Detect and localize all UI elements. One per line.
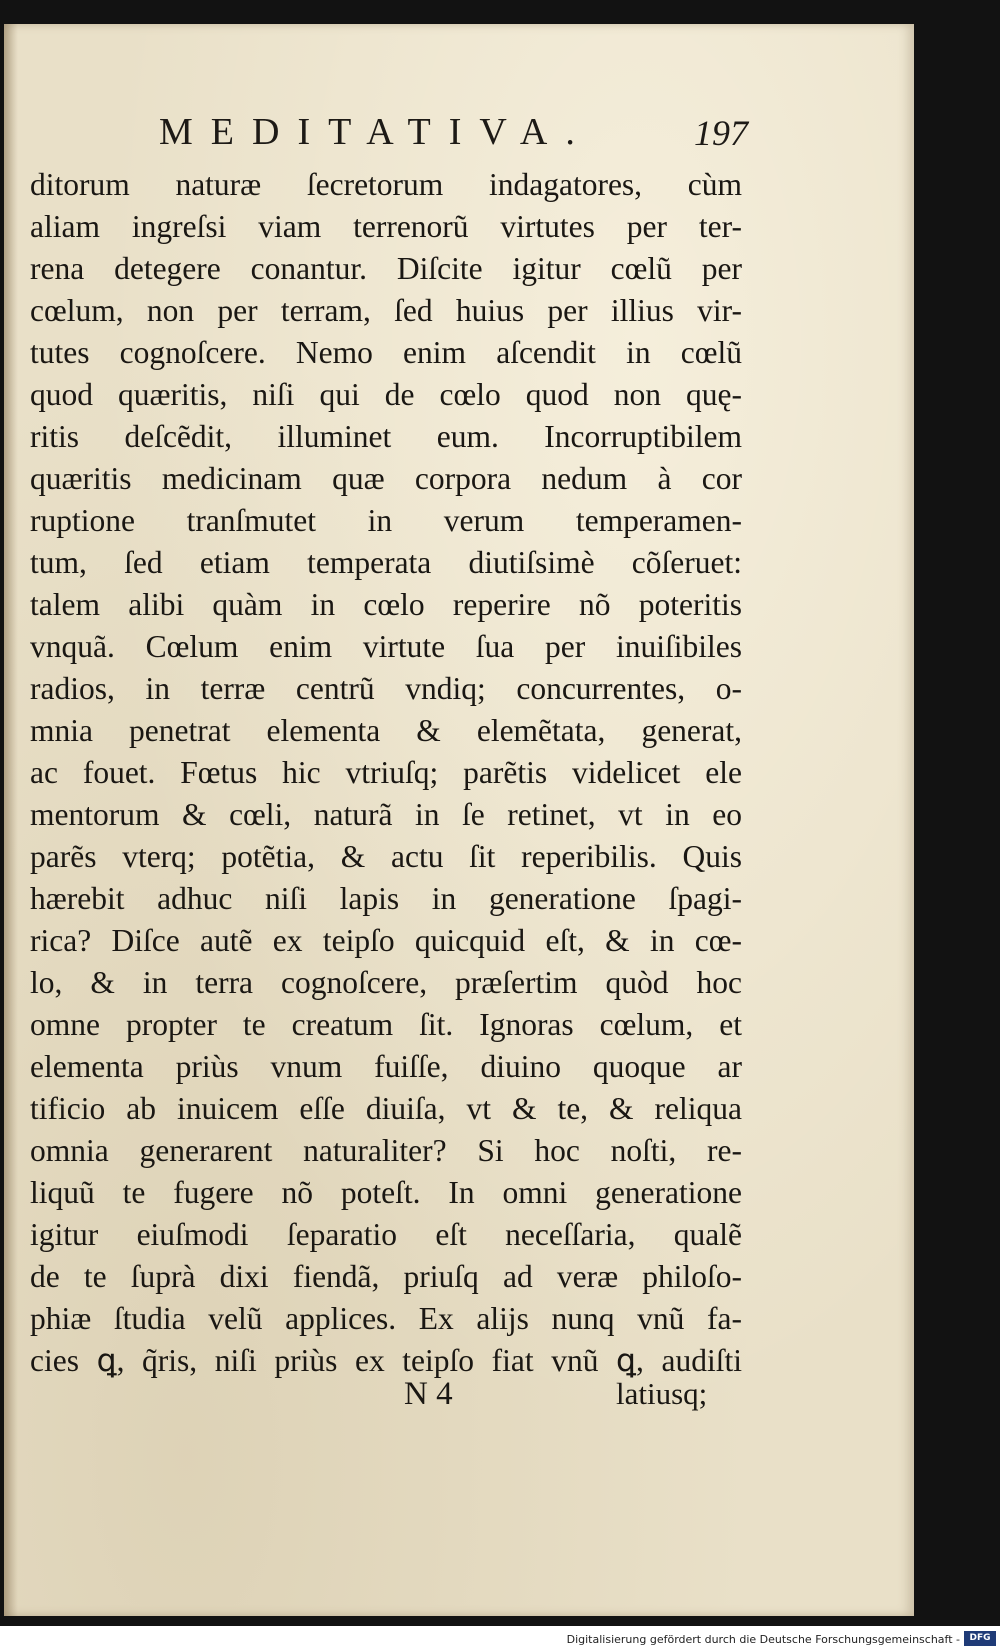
text-line: igitur eiuſmodi ſeparatio eſt neceſſaria, qualẽ [30, 1217, 742, 1252]
text-line: omnia generarent naturaliter? Si hoc noſti, re- [30, 1133, 742, 1168]
text-line: parẽs vterq; potẽtia, & actu ſit reperibilis. Quis [30, 839, 742, 874]
text-line: ritis deſcẽdit, illuminet eum. Incorruptibilem [30, 419, 742, 454]
running-head: MEDITATIVA. [159, 111, 593, 153]
text-line: cies ꝗ, q̃ris, niſi priùs ex teipſo fiat vnũ ꝗ, audiſti [30, 1343, 742, 1378]
text-line: hærebit adhuc niſi lapis in generatione ſpagi- [30, 881, 742, 916]
text-line: rena detegere conantur. Diſcite igitur cœlũ per [30, 251, 742, 286]
text-line: ditorum naturæ ſecretorum indagatores, cùm [30, 167, 742, 202]
text-line: mentorum & cœli, naturã in ſe retinet, vt in eo [30, 797, 742, 832]
text-line: tum, ſed etiam temperata diutiſsimè cõſeruet: [30, 545, 742, 580]
text-line: omne propter te creatum ſit. Ignoras cœlum, et [30, 1007, 742, 1042]
text-line: ruptione tranſmutet in verum temperamen- [30, 503, 742, 538]
footer-strip [0, 1626, 1000, 1652]
text-line: quæritis medicinam quæ corpora nedum à cor [30, 461, 742, 496]
text-line: talem alibi quàm in cœlo reperire nõ poteritis [30, 587, 742, 622]
text-line: tutes cognoſcere. Nemo enim aſcendit in cœlũ [30, 335, 742, 370]
book-page [4, 24, 914, 1616]
dfg-logo: DFG [964, 1631, 996, 1646]
text-line: vnquã. Cœlum enim virtute ſua per inuiſibiles [30, 629, 742, 664]
text-line: aliam ingreſsi viam terrenorũ virtutes per ter- [30, 209, 742, 244]
funding-credit: Digitalisierung gefördert durch die Deutsche Forschungsgemeinschaft - [566, 1633, 960, 1646]
text-line: ac fouet. Fœtus hic vtriuſq; parẽtis videlicet ele [30, 755, 742, 790]
text-line: quod quæritis, niſi qui de cœlo quod non quę- [30, 377, 742, 412]
text-line: rica? Diſce autẽ ex teipſo quicquid eſt, & in cœ- [30, 923, 742, 958]
text-line: tificio ab inuicem eſſe diuiſa, vt & te, & reliqua [30, 1091, 742, 1126]
signature-mark: N 4 [404, 1376, 453, 1412]
text-line: mnia penetrat elementa & elemẽtata, generat, [30, 713, 742, 748]
body-text [30, 164, 742, 1382]
text-line: liquũ te fugere nõ poteſt. In omni generatione [30, 1175, 742, 1210]
text-line: lo, & in terra cognoſcere, præſertim quòd hoc [30, 965, 742, 1000]
text-line: elementa priùs vnum fuiſſe, diuino quoque ar [30, 1049, 742, 1084]
text-line: de te ſuprà dixi fiendã, priuſq ad veræ philoſo- [30, 1259, 742, 1294]
page-footer-line [4, 1376, 914, 1422]
text-line: cœlum, non per terram, ſed huius per illius vir- [30, 293, 742, 328]
catchword: latiusq; [616, 1376, 708, 1411]
text-line: phiæ ſtudia velũ applices. Ex alijs nunq vnũ fa- [30, 1301, 742, 1336]
page-number: 197 [694, 113, 748, 153]
text-line: radios, in terræ centrũ vndiq; concurrentes, o- [30, 671, 742, 706]
